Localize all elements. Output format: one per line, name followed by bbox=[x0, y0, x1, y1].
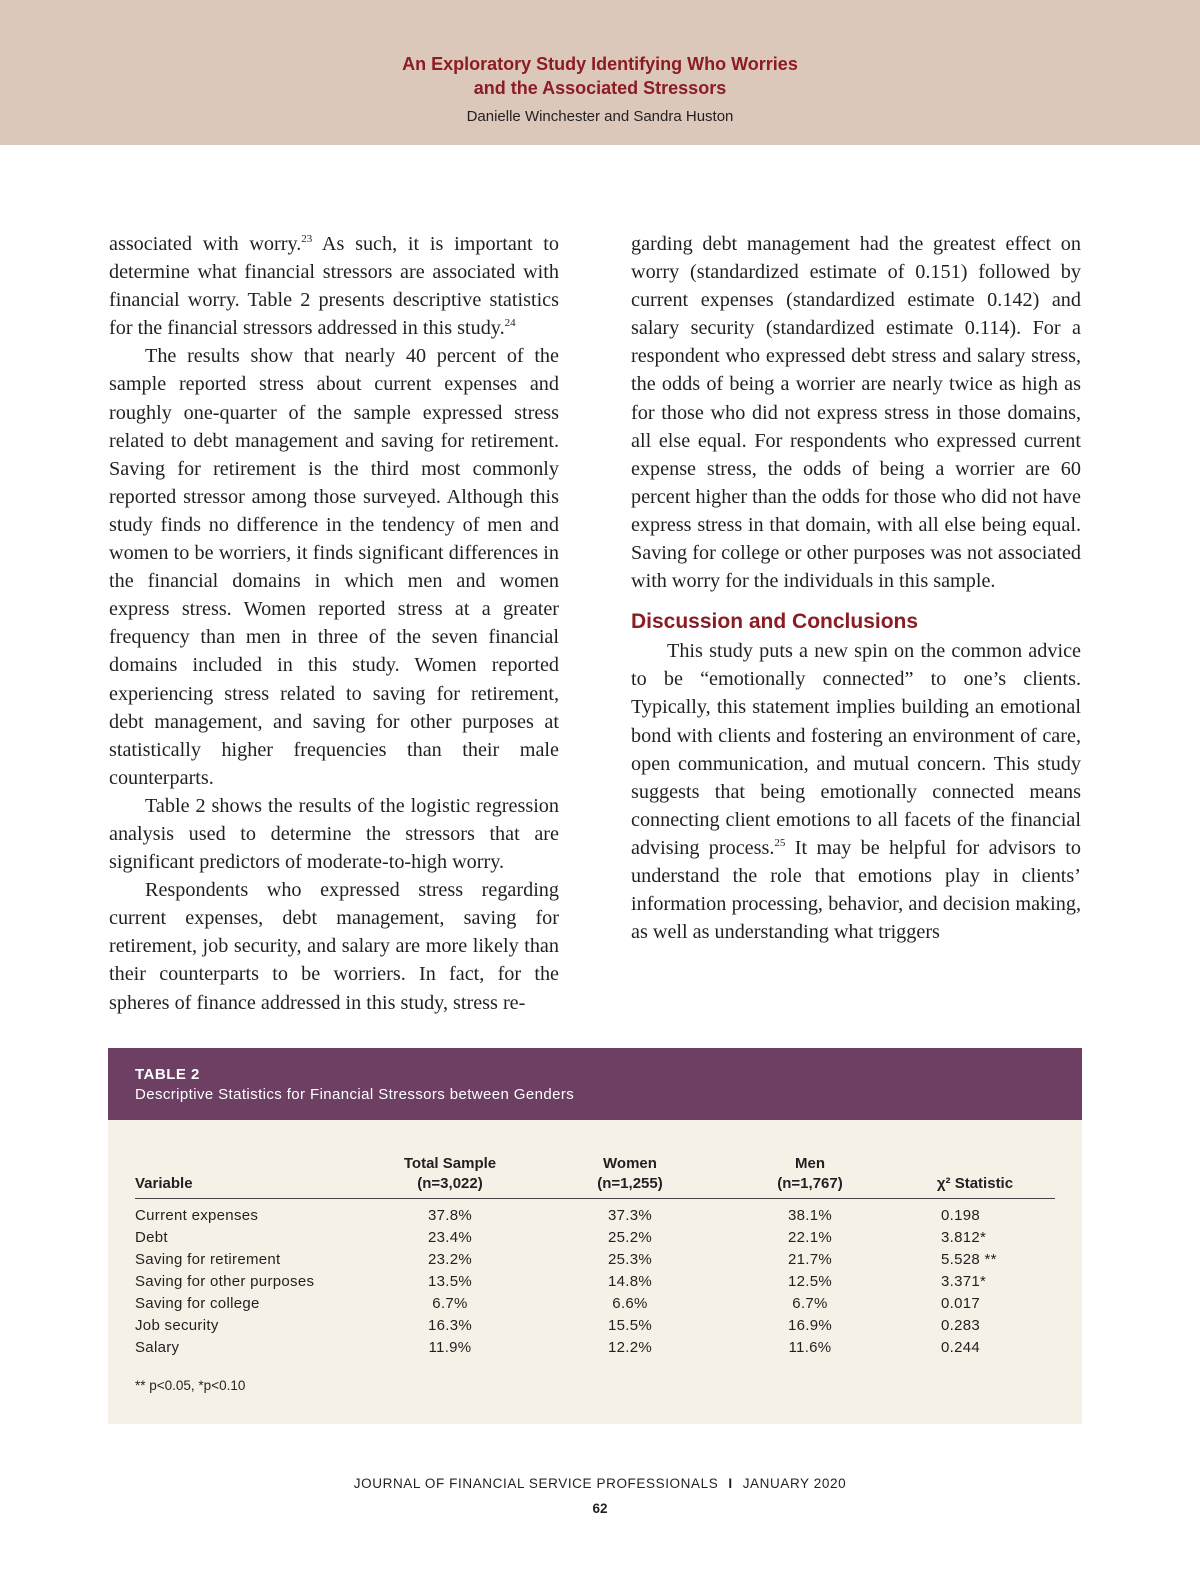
footer-separator: I bbox=[728, 1476, 733, 1491]
article-title-line-1: An Exploratory Study Identifying Who Worries bbox=[402, 54, 798, 74]
cell-total: 11.9% bbox=[428, 1339, 472, 1356]
issue-date: JANUARY 2020 bbox=[742, 1476, 847, 1491]
article-authors: Danielle Winchester and Sandra Huston bbox=[466, 108, 734, 125]
right-column bbox=[631, 230, 1081, 946]
article-header bbox=[0, 0, 1200, 145]
cell-total: 6.7% bbox=[432, 1295, 468, 1312]
cell-total: 23.2% bbox=[427, 1251, 473, 1268]
cell-men: 6.7% bbox=[792, 1295, 828, 1312]
table-2 bbox=[108, 1048, 1082, 1424]
cell-total: 37.8% bbox=[427, 1207, 473, 1224]
article-title-line-2: and the Associated Stressors bbox=[473, 78, 727, 98]
table-row bbox=[135, 1199, 1055, 1228]
cell-variable: Saving for retirement bbox=[135, 1251, 281, 1268]
cell-chi: 0.244 bbox=[941, 1339, 981, 1356]
cell-chi: 5.528 ** bbox=[941, 1251, 997, 1268]
col-header-men-l1: Men bbox=[795, 1155, 825, 1172]
table-row bbox=[135, 1249, 1055, 1271]
table-caption: Descriptive Statistics for Financial Stressors between Genders bbox=[135, 1086, 575, 1103]
table-label: TABLE 2 bbox=[135, 1066, 200, 1083]
col-header-total-l1: Total Sample bbox=[403, 1155, 497, 1172]
cell-men: 11.6% bbox=[788, 1339, 832, 1356]
stressor-table bbox=[135, 1154, 1055, 1359]
left-paragraph-3: Table 2 shows the results of the logistic regression analysis used to determine the stressors that are significant predictors of moderate-to-high worry. bbox=[109, 794, 559, 874]
cell-men: 38.1% bbox=[787, 1207, 833, 1224]
cell-women: 37.3% bbox=[607, 1207, 653, 1224]
right-p2-text-b: It may be helpful for advisors to understand the role that emotions play in clients’ information processing, behavior, and decision making, as well as understanding what triggers bbox=[631, 836, 1082, 944]
cell-women: 6.6% bbox=[612, 1295, 648, 1312]
right-paragraph-1: garding debt management had the greatest effect on worry (standardized estimate of 0.151) followed by current expenses (standardized estimate 0.142) and salary security (standardized estimate 0.114). For a respondent who expressed debt stress and salary stress, the odds of being a worrier are nearly twice as high as for those who did not express stress in those domains, all else equal. For respondents who expressed current expense stress, the odds of being a worrier are 60 percent higher than the odds for those who did not have express stress in that domain, with all else being equal. Saving for college or other purposes was not associated with worry for the individuals in this sample. bbox=[631, 233, 1081, 593]
table-row bbox=[135, 1315, 1055, 1337]
col-header-variable: Variable bbox=[135, 1154, 365, 1199]
table-row bbox=[135, 1227, 1055, 1249]
footnote-ref-25: 25 bbox=[774, 836, 786, 849]
left-paragraph-4: Respondents who expressed stress regarding current expenses, debt management, saving for retirement, job security, and salary are more likely than their counterparts to be worriers. In fact, for the spheres of finance addressed in this study, stress re- bbox=[109, 879, 559, 1014]
article-title bbox=[0, 52, 1200, 100]
section-heading: Discussion and Conclusions bbox=[631, 610, 919, 634]
cell-men: 16.9% bbox=[787, 1317, 833, 1334]
cell-total: 13.5% bbox=[427, 1273, 473, 1290]
cell-variable: Saving for other purposes bbox=[135, 1273, 315, 1290]
left-paragraph-2: The results show that nearly 40 percent of the sample reported stress about current expenses and roughly one-quarter of the sample expressed stress related to debt management and saving for retirement. Saving for retirement is the third most commonly reported stressor among those surveyed. Although this study finds no difference in the tendency of men and women to be worriers, it finds significant differences in the financial domains in which men and women express stress. Women reported stress at a greater frequency than men in three of the seven financial domains included in this study. Women reported experiencing stress related to saving for retirement, debt management, and saving for other purposes at statistically higher frequencies than their male counterparts. bbox=[109, 345, 559, 789]
table-row bbox=[135, 1337, 1055, 1359]
cell-chi: 0.198 bbox=[941, 1207, 981, 1224]
col-header-women-l1: Women bbox=[603, 1155, 657, 1172]
table-row bbox=[135, 1293, 1055, 1315]
cell-women: 25.3% bbox=[607, 1251, 653, 1268]
col-header-total-l2: (n=3,022) bbox=[417, 1175, 483, 1192]
col-header-men bbox=[725, 1154, 895, 1199]
page-number: 62 bbox=[592, 1501, 608, 1516]
cell-women: 25.2% bbox=[607, 1229, 653, 1246]
col-header-total bbox=[365, 1154, 535, 1199]
cell-chi: 3.371* bbox=[941, 1273, 987, 1290]
table-header-row bbox=[135, 1154, 1055, 1199]
footer-journal bbox=[0, 1476, 1200, 1491]
table-row bbox=[135, 1271, 1055, 1293]
col-header-men-l2: (n=1,767) bbox=[777, 1175, 843, 1192]
col-header-women bbox=[535, 1154, 725, 1199]
right-paragraph-2 bbox=[631, 637, 1081, 946]
right-p2-text-a: This study puts a new spin on the common advice to be “emotionally connected” to one’s clients. Typically, this statement implies building an emotional bond with clients and fostering an environment of care, open communication, and mutual concern. This study suggests that being emotionally connected means connecting client emotions to all facets of the financial advising process. bbox=[631, 640, 1081, 859]
cell-chi: 3.812* bbox=[941, 1229, 987, 1246]
cell-total: 16.3% bbox=[427, 1317, 473, 1334]
cell-women: 15.5% bbox=[607, 1317, 653, 1334]
cell-variable: Debt bbox=[135, 1229, 168, 1246]
journal-name: JOURNAL OF FINANCIAL SERVICE PROFESSIONALS bbox=[353, 1476, 719, 1491]
col-header-women-l2: (n=1,255) bbox=[597, 1175, 663, 1192]
left-column bbox=[109, 230, 559, 1017]
left-p1-text-b: As such, it is important to determine what financial stressors are associated with financial worry. Table 2 presents descriptive statistics for the financial stressors addressed in this study. bbox=[109, 233, 560, 340]
cell-variable: Saving for college bbox=[135, 1295, 260, 1312]
cell-men: 12.5% bbox=[787, 1273, 833, 1290]
table-header-band bbox=[108, 1048, 1082, 1120]
cell-variable: Current expenses bbox=[135, 1207, 259, 1224]
footnote-ref-24: 24 bbox=[504, 317, 516, 330]
col-header-chi: χ² Statistic bbox=[895, 1154, 1055, 1199]
cell-variable: Salary bbox=[135, 1339, 180, 1356]
cell-chi: 0.283 bbox=[941, 1317, 981, 1334]
cell-men: 22.1% bbox=[787, 1229, 833, 1246]
cell-women: 14.8% bbox=[607, 1273, 653, 1290]
cell-total: 23.4% bbox=[427, 1229, 473, 1246]
cell-men: 21.7% bbox=[787, 1251, 833, 1268]
cell-variable: Job security bbox=[135, 1317, 219, 1334]
left-p1-text-a: associated with worry. bbox=[109, 233, 302, 255]
footnote-ref-23: 23 bbox=[301, 233, 313, 245]
table-significance-note: ** p<0.05, *p<0.10 bbox=[135, 1378, 246, 1393]
cell-women: 12.2% bbox=[607, 1339, 653, 1356]
cell-chi: 0.017 bbox=[941, 1295, 981, 1312]
left-paragraph-1 bbox=[109, 230, 559, 342]
